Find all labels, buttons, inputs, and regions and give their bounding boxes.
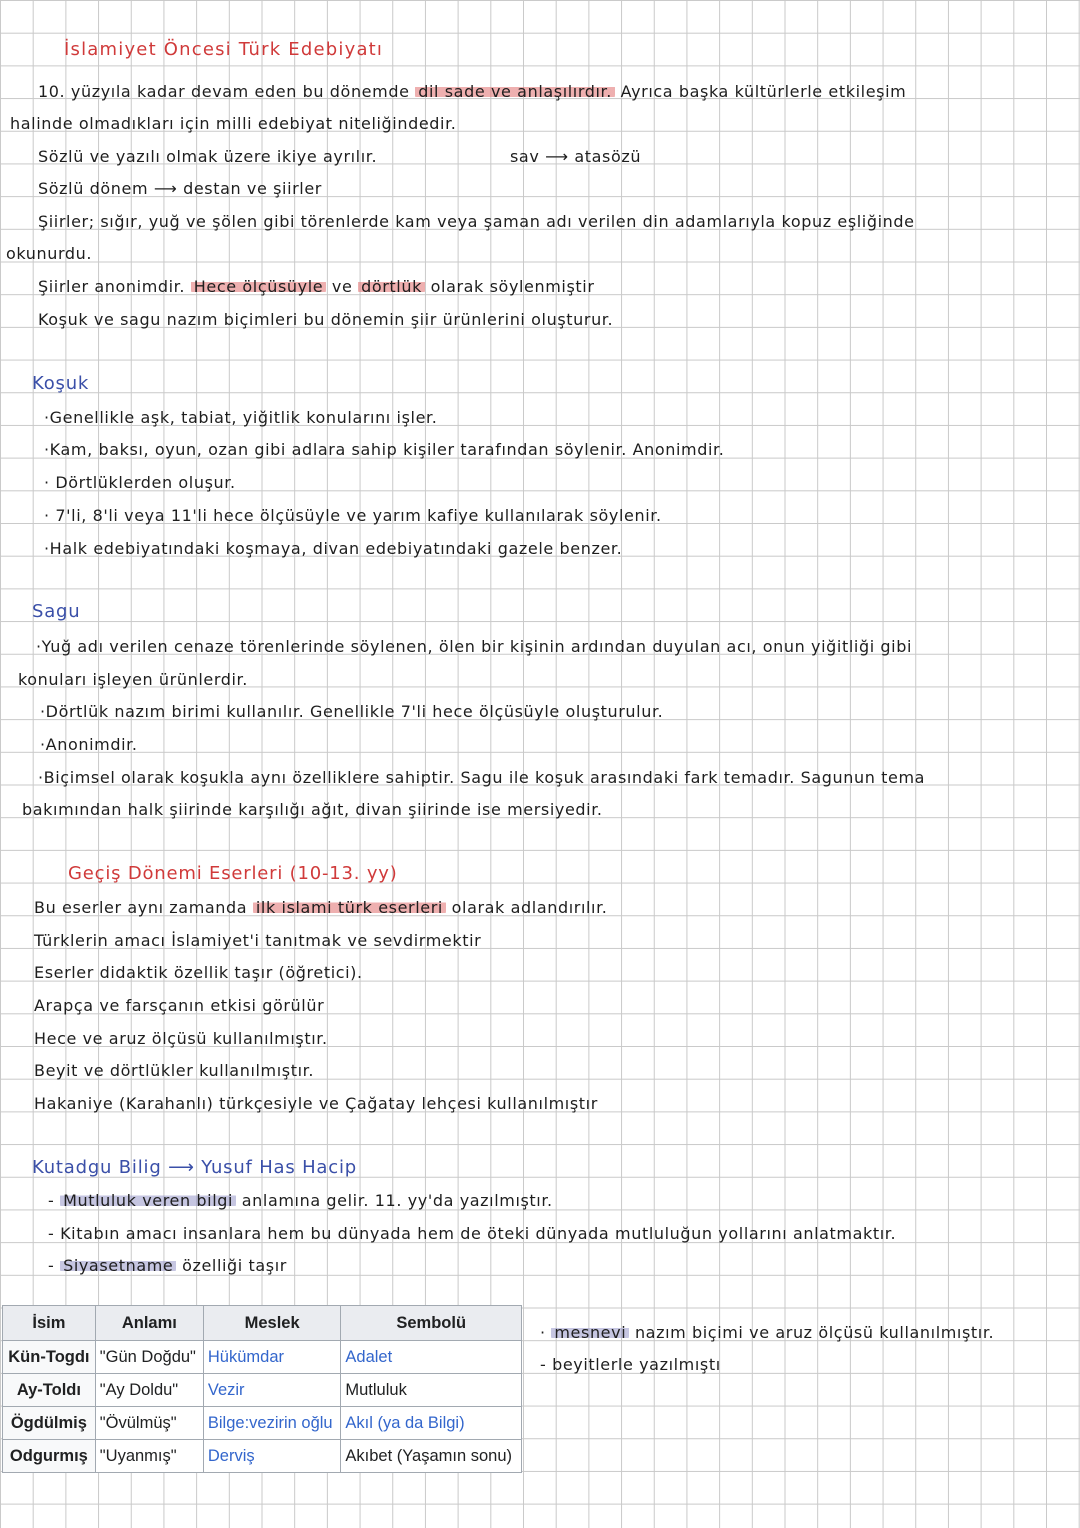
text-segment: Bu eserler aynı zamanda (34, 898, 248, 917)
highlight-siyasetname: Siyasetname (60, 1256, 176, 1275)
text-line: Koşuk ve sagu nazım biçimleri bu dönemin şiir ürünlerini oluşturur. (38, 310, 614, 329)
text-line: Eserler didaktik özellik taşır (öğretici). (34, 963, 363, 982)
bullet-dash: - (540, 1355, 547, 1374)
text-segment: özelliği taşır (182, 1256, 287, 1275)
text-line: Hece ve aruz ölçüsü kullanılmıştır. (34, 1029, 328, 1048)
text-segment: 10. yüzyıla kadar devam eden bu dönemde (38, 82, 410, 101)
cell-name: Ögdülmiş (3, 1407, 96, 1440)
text-line: konuları işleyen ürünlerdir. (18, 670, 248, 689)
arrow-right-icon: ⟶ (168, 1157, 195, 1178)
text-segment: destan ve şiirler (183, 179, 322, 198)
text-line: Şiirler; sığır, yuğ ve şölen gibi törenlerde kam veya şaman adı verilen din adamlarıyla kopuz eşliğinde (38, 212, 915, 231)
text-line: Sözlü ve yazılı olmak üzere ikiye ayrılır. (38, 147, 378, 166)
column-header: Anlamı (95, 1306, 203, 1341)
cell-profession-link[interactable]: Derviş (203, 1440, 341, 1473)
column-header: Sembolü (341, 1306, 522, 1341)
cell-symbol-link[interactable]: Adalet (341, 1341, 522, 1374)
text-line: ·Biçimsel olarak koşukla aynı özelliklere sahiptir. Sagu ile koşuk arasındaki fark temadır. Sagunun tema (38, 768, 926, 787)
sav-note (510, 147, 641, 167)
list-item: · 7'li, 8'li veya 11'li hece ölçüsüyle ve yarım kafiye kullanılarak söylenir. (44, 506, 662, 525)
list-item (48, 1224, 896, 1244)
text-line: Arapça ve farsçanın etkisi görülür (34, 996, 325, 1015)
list-item: · Dörtlüklerden oluşur. (44, 473, 236, 492)
arrow-right-icon: ⟶ (545, 147, 569, 166)
section-title-gecis-donemi: Geçiş Dönemi Eserleri (10-13. yy) (68, 863, 398, 884)
section-title-kosuk: Koşuk (32, 373, 90, 394)
cell-meaning: "Uyanmış" (95, 1440, 203, 1473)
text-line: ·Yuğ adı verilen cenaze törenlerinde söylenen, ölen bir kişinin ardından duyulan acı, onun yiğitliği gibi (36, 637, 913, 656)
list-item (540, 1355, 721, 1375)
text-line: halinde olmadıkları için milli edebiyat niteliğindedir. (10, 114, 457, 133)
highlight-mesnevi: mesnevi (551, 1323, 629, 1342)
text-segment: Kutadgu Bilig (32, 1157, 162, 1178)
bullet-dash: - (48, 1191, 55, 1210)
bullet-dash: - (48, 1224, 55, 1243)
highlight-hece: Hece ölçüsüyle (191, 277, 326, 296)
text-line: ·Dörtlük nazım birimi kullanılır. Genellikle 7'li hece ölçüsüyle oluşturulur. (40, 702, 664, 721)
list-item (48, 1256, 287, 1276)
text-segment: olarak adlandırılır. (451, 898, 608, 917)
characters-table (2, 1305, 522, 1473)
text-line: bakımından halk şiirinde karşılığı ağıt, divan şiirinde ise mersiyedir. (22, 800, 603, 819)
text-line: okunurdu. (6, 244, 93, 263)
table-header-row (3, 1306, 522, 1341)
text-line (38, 179, 322, 199)
text-line (38, 277, 595, 297)
cell-profession-link[interactable]: Vezir (203, 1374, 341, 1407)
text-line: Beyit ve dörtlükler kullanılmıştır. (34, 1061, 315, 1080)
cell-symbol: Mutluluk (341, 1374, 522, 1407)
text-segment: ve (331, 277, 353, 296)
bullet-dash: - (48, 1256, 55, 1275)
text-segment: Sözlü dönem (38, 179, 149, 198)
list-item (48, 1191, 553, 1211)
text-segment: sav (510, 147, 540, 166)
cell-meaning: "Övülmüş" (95, 1407, 203, 1440)
table-row (3, 1440, 522, 1473)
text-segment: atasözü (574, 147, 642, 166)
highlight-dortluk: dörtlük (358, 277, 425, 296)
cell-meaning: "Ay Doldu" (95, 1374, 203, 1407)
bullet-dot: · (540, 1323, 546, 1342)
table-row (3, 1374, 522, 1407)
table-row (3, 1407, 522, 1440)
text-segment: Ayrıca başka kültürlerle etkileşim (620, 82, 907, 101)
section-title-islamiyet-oncesi: İslamiyet Öncesi Türk Edebiyatı (64, 39, 384, 60)
cell-symbol-link[interactable]: Akıl (ya da Bilgi) (341, 1407, 522, 1440)
text-segment: olarak söylenmiştir (430, 277, 595, 296)
cell-name: Odgurmış (3, 1440, 96, 1473)
list-item: ·Genellikle aşk, tabiat, yiğitlik konularını işler. (44, 408, 438, 427)
section-title-kutadgu-bilig (32, 1158, 357, 1178)
list-item: ·Halk edebiyatındaki koşmaya, divan edebiyatındaki gazele benzer. (44, 539, 623, 558)
text-line: ·Anonimdir. (40, 735, 138, 754)
arrow-right-icon: ⟶ (153, 179, 178, 198)
text-line: Türklerin amacı İslamiyet'i tanıtmak ve sevdirmektir (34, 931, 482, 950)
highlight-mutluluk: Mutluluk veren bilgi (60, 1191, 236, 1210)
list-item (540, 1323, 994, 1343)
text-segment: Kitabın amacı insanlara hem bu dünyada hem de öteki dünyada mutluluğun yollarını anlatmaktır. (60, 1224, 897, 1243)
cell-meaning: "Gün Doğdu" (95, 1341, 203, 1374)
highlight-dil-sade: dil sade ve anlaşılırdır. (415, 82, 615, 101)
text-line: Hakaniye (Karahanlı) türkçesiyle ve Çağatay lehçesi kullanılmıştır (34, 1094, 598, 1113)
section-title-sagu: Sagu (32, 601, 81, 622)
table-row (3, 1341, 522, 1374)
column-header: Meslek (203, 1306, 341, 1341)
text-segment: nazım biçimi ve aruz ölçüsü kullanılmıştır. (634, 1323, 995, 1342)
text-line (38, 82, 906, 102)
cell-profession-link[interactable]: Bilge:vezirin oğlu (203, 1407, 341, 1440)
text-segment: beyitlerle yazılmıştı (552, 1355, 721, 1374)
list-item: ·Kam, baksı, oyun, ozan gibi adlara sahip kişiler tarafından söylenir. Anonimdir. (44, 440, 725, 459)
text-line (34, 898, 607, 918)
highlight-ilk-islami: ilk islami türk eserleri (253, 898, 446, 917)
text-segment: Yusuf Has Hacip (201, 1157, 357, 1178)
cell-profession-link[interactable]: Hükümdar (203, 1341, 341, 1374)
cell-name: Kün-Togdı (3, 1341, 96, 1374)
cell-name: Ay-Toldı (3, 1374, 96, 1407)
text-segment: Şiirler anonimdir. (38, 277, 186, 296)
cell-symbol: Akıbet (Yaşamın sonu) (341, 1440, 522, 1473)
column-header: İsim (3, 1306, 96, 1341)
text-segment: anlamına gelir. 11. yy'da yazılmıştır. (241, 1191, 553, 1210)
